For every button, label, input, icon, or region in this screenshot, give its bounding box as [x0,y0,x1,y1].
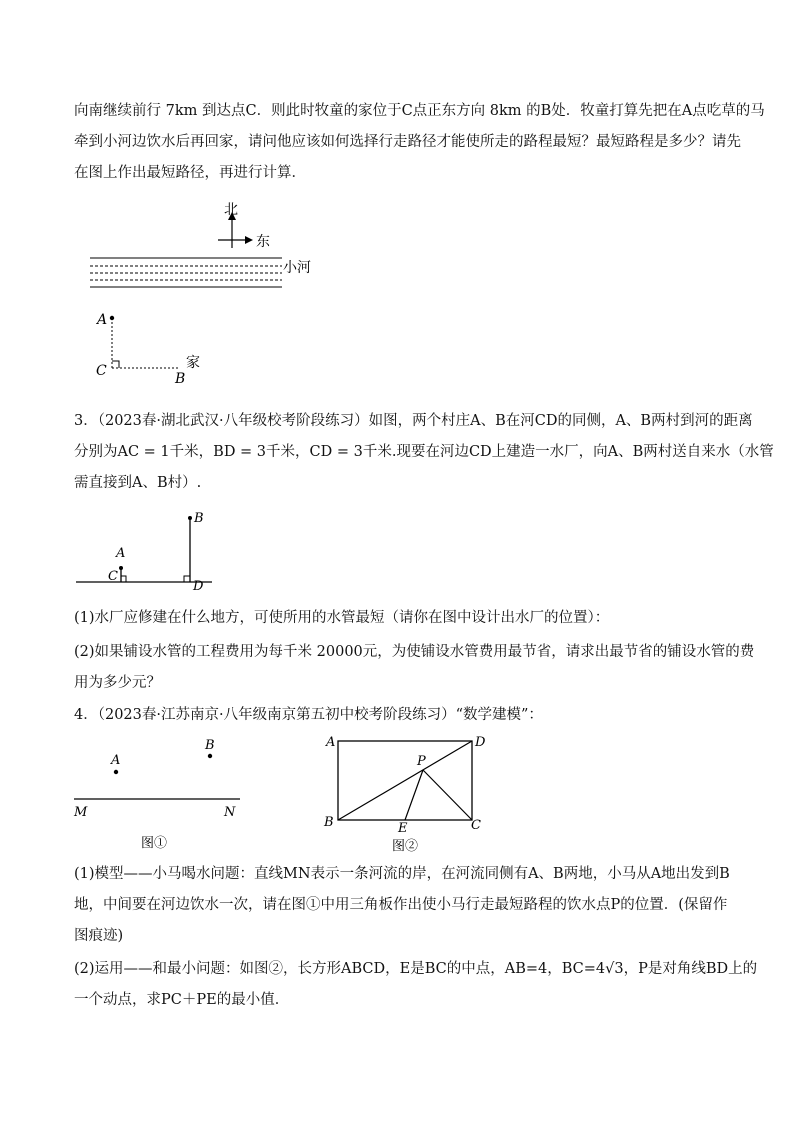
figure-2-caption: 图② [392,839,419,854]
figure-1 [70,734,250,852]
point-a-label: A [116,546,126,561]
north-label: 北 [224,202,238,218]
point-a-label: A [97,312,108,328]
q2-text-line-3: 在图上作出最短路径，再进行计算． [74,165,306,181]
q3-sub2-line-1: (2)如果铺设水管的工程费用为每千米 20000元，为使铺设水管费用最节省，请求出最节省的铺设水管的费 [74,644,755,660]
river-label: 小河 [283,260,311,276]
point-b-label: B [205,738,215,753]
q4-sub1-line-3: 图痕迹) [74,928,124,944]
point-p-label: P [417,754,426,769]
q3-text-line-3: 需直接到A、B村）. [74,475,202,491]
east-arrow-icon [245,236,253,244]
q3-sub2-line-2: 用为多少元？ [74,675,161,691]
point-b-label: B [194,511,204,526]
point-c-label: C [471,818,481,833]
q4-heading: 4．（2023春·江苏南京·八年级南京第五初中校考阶段练习）“数学建模”： [74,707,543,723]
point-c-label: C [96,363,107,379]
point-c-label: C [108,569,118,584]
figure-2 [318,730,498,860]
home-label: 家 [186,355,200,371]
villages-figure [70,505,220,597]
q2-text-line-2: 牵到小河边饮水后再回家，请问他应该如何选择行走路径才能使所走的路程最短？最短路程是多少？请先 [74,134,741,150]
q3-text-line-1: 3．（2023春·湖北武汉·八年级校考阶段练习）如图，两个村庄A、B在河CD的同侧，A、B两村到河的距离 [74,413,753,429]
point-e-label: E [398,821,408,836]
point-b-dot [188,516,192,520]
diagonal-bd [338,741,472,820]
point-d-label: D [193,579,204,594]
point-a-dot [114,770,118,774]
river-figure [80,198,340,390]
q2-text-line-1: 向南继续前行 7km 到达点C．则此时牧童的家位于C点正东方向 8km 的B处．牧童打算先把在A点吃草的马 [74,103,765,119]
figure-1-caption: 图① [141,836,168,851]
point-a-dot [119,566,123,570]
point-n-label: N [224,805,236,820]
point-d-label: D [475,735,486,750]
point-b-dot [208,754,212,758]
segment-pe [405,770,423,820]
right-angle-mark-c [121,576,126,582]
q4-sub2-line-1: (2)运用——和最小问题：如图②，长方形ABCD，E是BC的中点，AB=4，BC=4√3，P是对角线BD上的 [74,961,758,977]
point-b-label: B [324,815,334,830]
right-angle-mark [112,361,119,368]
q4-sub1-line-1: (1)模型——小马喝水问题：直线MN表示一条河流的岸，在河流同侧有A、B两地，小马从A地出发到B [74,866,730,882]
point-m-label: M [74,805,88,820]
q3-text-line-2: 分别为AC = 1千米，BD = 3千米，CD = 3千米.现要在河边CD上建造一水厂，向A、B两村送自来水（水管 [74,444,774,460]
q4-sub2-line-2: 一个动点，求PC＋PE的最小值． [74,992,290,1008]
q4-sub1-line-2: 地，中间要在河边饮水一次，请在图①中用三角板作出使小马行走最短路程的饮水点P的位置．(保留作 [74,897,728,913]
point-b-label: B [175,371,186,387]
point-a-label: A [111,753,121,768]
point-a-label: A [326,735,336,750]
east-label: 东 [256,234,270,250]
segment-pc [423,770,472,820]
right-angle-mark-d [184,576,190,582]
q3-sub1: (1)水厂应修建在什么地方，可使所用的水管最短（请你在图中设计出水厂的位置）： [74,610,610,626]
